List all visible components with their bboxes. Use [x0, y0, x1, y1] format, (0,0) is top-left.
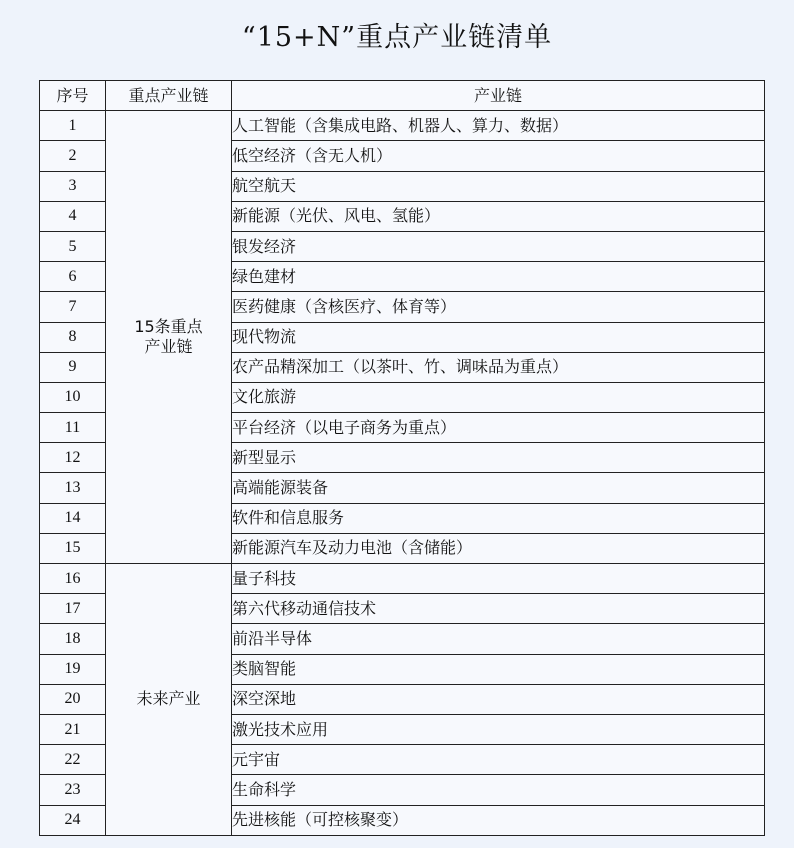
row-number: 7	[40, 292, 106, 322]
group-label-line: 15条重点	[134, 317, 203, 337]
row-number: 17	[40, 594, 106, 624]
industry-chain-name: 绿色建材	[232, 262, 765, 292]
row-number: 15	[40, 533, 106, 563]
group-label-line: 未来产业	[136, 689, 201, 709]
table-body	[40, 111, 765, 836]
industry-chain-name: 激光技术应用	[232, 714, 765, 744]
industry-chain-name: 文化旅游	[232, 382, 765, 412]
group-label-line: 产业链	[144, 337, 193, 357]
industry-chain-name: 第六代移动通信技术	[232, 594, 765, 624]
row-number: 24	[40, 805, 106, 835]
industry-chain-name: 量子科技	[232, 564, 765, 594]
header-key-chain: 重点产业链	[106, 81, 232, 111]
industry-chain-name: 人工智能（含集成电路、机器人、算力、数据）	[232, 111, 765, 141]
industry-chain-name: 航空航天	[232, 171, 765, 201]
industry-chain-name: 农产品精深加工（以茶叶、竹、调味品为重点）	[232, 352, 765, 382]
industry-chain-name: 新能源（光伏、风电、氢能）	[232, 201, 765, 231]
table-header-row	[40, 81, 765, 111]
industry-chain-name: 先进核能（可控核聚变）	[232, 805, 765, 835]
industry-chain-name: 平台经济（以电子商务为重点）	[232, 413, 765, 443]
industry-chain-table	[39, 80, 765, 836]
industry-chain-name: 低空经济（含无人机）	[232, 141, 765, 171]
row-number: 21	[40, 714, 106, 744]
industry-chain-name: 元宇宙	[232, 745, 765, 775]
industry-chain-name: 医药健康（含核医疗、体育等）	[232, 292, 765, 322]
page-title: “15+N”重点产业链清单	[241, 22, 553, 53]
row-number: 16	[40, 564, 106, 594]
industry-chain-name: 高端能源装备	[232, 473, 765, 503]
table-row	[40, 564, 765, 594]
table-row	[40, 111, 765, 141]
industry-chain-name: 新能源汽车及动力电池（含储能）	[232, 533, 765, 563]
industry-chain-name: 现代物流	[232, 322, 765, 352]
row-number: 4	[40, 201, 106, 231]
row-number: 11	[40, 413, 106, 443]
row-number: 19	[40, 654, 106, 684]
group-label-cell	[106, 111, 232, 564]
row-number: 1	[40, 111, 106, 141]
industry-chain-name: 软件和信息服务	[232, 503, 765, 533]
row-number: 10	[40, 382, 106, 412]
row-number: 5	[40, 231, 106, 261]
industry-chain-name: 新型显示	[232, 443, 765, 473]
group-label-cell	[106, 564, 232, 836]
row-number: 18	[40, 624, 106, 654]
row-number: 14	[40, 503, 106, 533]
row-number: 6	[40, 262, 106, 292]
header-serial-number: 序号	[40, 81, 106, 111]
row-number: 23	[40, 775, 106, 805]
row-number: 22	[40, 745, 106, 775]
row-number: 3	[40, 171, 106, 201]
row-number: 9	[40, 352, 106, 382]
industry-chain-name: 深空深地	[232, 684, 765, 714]
row-number: 13	[40, 473, 106, 503]
row-number: 8	[40, 322, 106, 352]
header-chain: 产业链	[232, 81, 765, 111]
row-number: 20	[40, 684, 106, 714]
industry-chain-name: 类脑智能	[232, 654, 765, 684]
industry-chain-name: 前沿半导体	[232, 624, 765, 654]
industry-chain-name: 银发经济	[232, 231, 765, 261]
industry-chain-name: 生命科学	[232, 775, 765, 805]
row-number: 12	[40, 443, 106, 473]
row-number: 2	[40, 141, 106, 171]
